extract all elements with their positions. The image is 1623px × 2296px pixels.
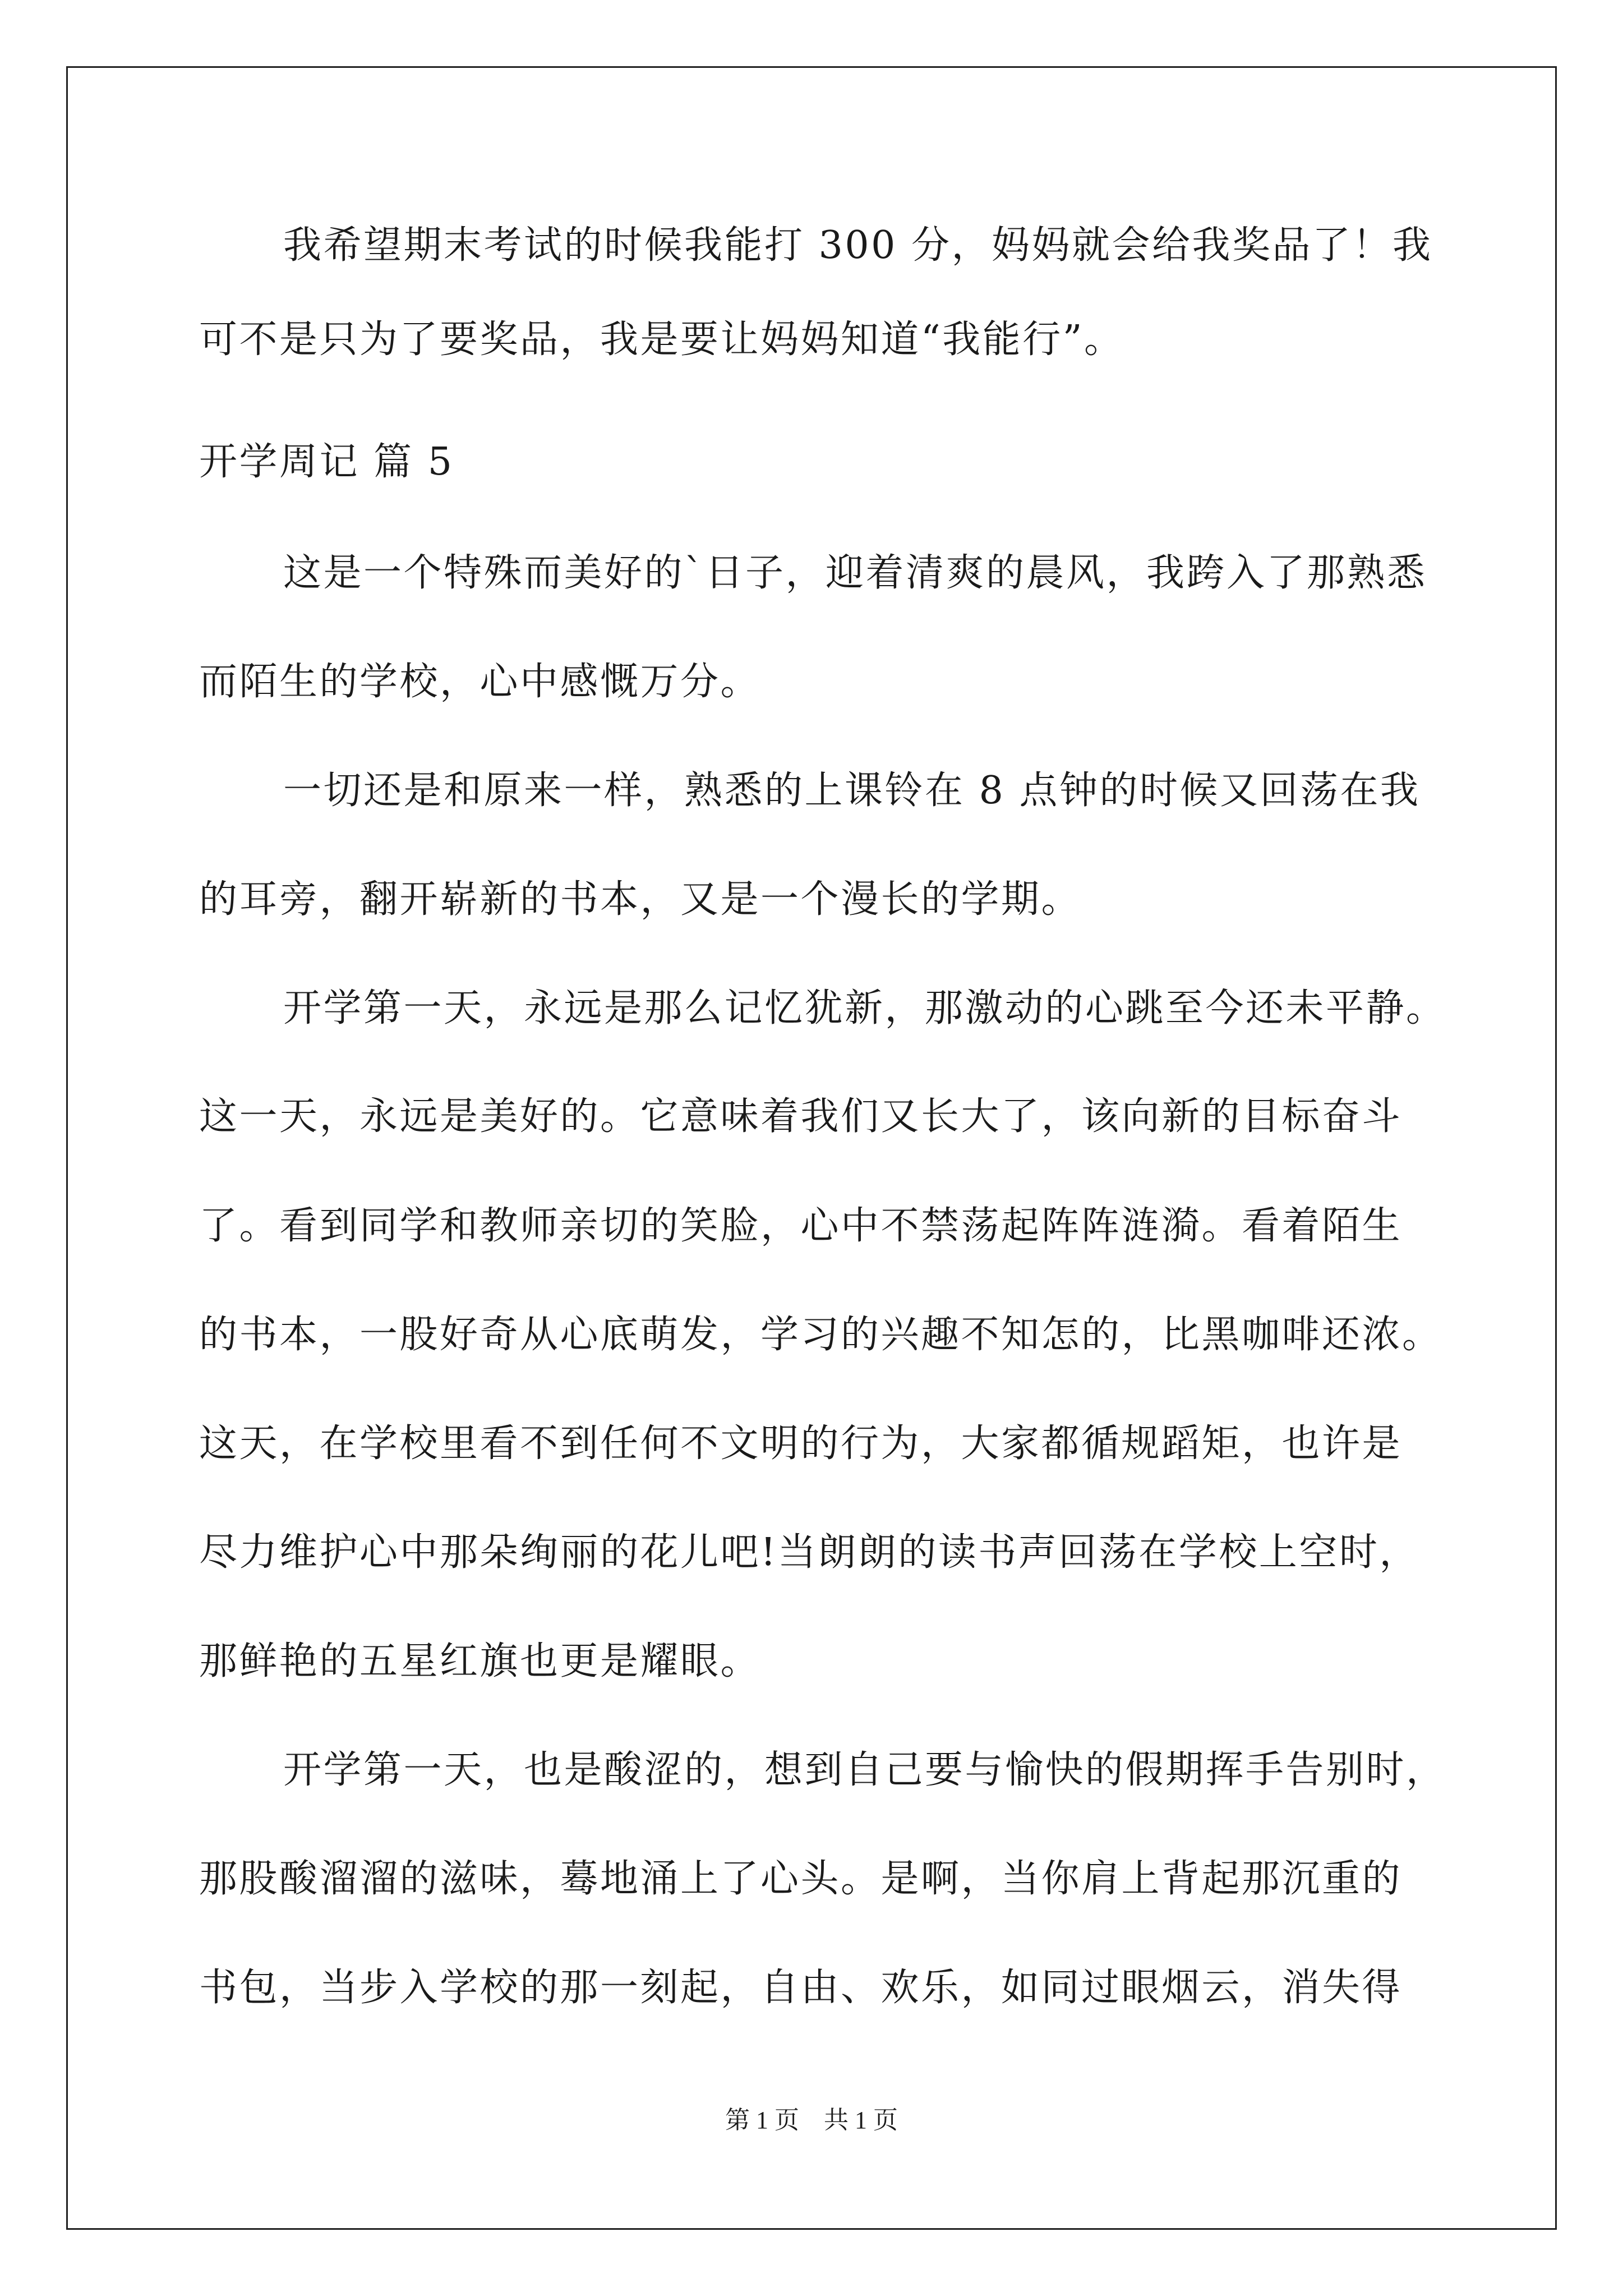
page-border bbox=[66, 66, 1557, 2230]
paragraph-line: 这天，在学校里看不到任何不文明的行为，大家都循规蹈矩，也许是 bbox=[199, 1421, 1403, 1466]
paragraph-line: 开学第一天，永远是那么记忆犹新，那激动的心跳至今还未平静。 bbox=[283, 986, 1446, 1030]
paragraph-line: 那鲜艳的五星红旗也更是耀眼。 bbox=[199, 1639, 761, 1683]
paragraph-line: 了。看到同学和教师亲切的笑脸，心中不禁荡起阵阵涟漪。看着陌生 bbox=[199, 1204, 1403, 1248]
paragraph-line: 书包，当步入学校的那一刻起，自由、欢乐，如同过眼烟云，消失得 bbox=[199, 1966, 1403, 2010]
paragraph-line: 那股酸溜溜的滋味，蓦地涌上了心头。是啊，当你肩上背起那沉重的 bbox=[199, 1857, 1403, 1901]
paragraph-line: 一切还是和原来一样，熟悉的上课铃在 8 点钟的时候又回荡在我 bbox=[283, 769, 1421, 813]
paragraph-line: 这是一个特殊而美好的`日子，迎着清爽的晨风，我跨入了那熟悉 bbox=[283, 551, 1427, 595]
paragraph-line: 的书本，一股好奇从心底萌发，学习的兴趣不知怎的，比黑咖啡还浓。 bbox=[199, 1313, 1442, 1357]
paragraph-line: 而陌生的学校，心中感慨万分。 bbox=[199, 660, 761, 704]
paragraph-line: 尽力维护心中那朵绚丽的花儿吧!当朗朗的读书声回荡在学校上空时， bbox=[199, 1530, 1419, 1575]
paragraph-line: 开学第一天，也是酸涩的，想到自己要与愉快的假期挥手告别时， bbox=[283, 1748, 1446, 1792]
paragraph-line: 的耳旁，翻开崭新的书本，又是一个漫长的学期。 bbox=[199, 877, 1082, 922]
paragraph-line: 可不是只为了要奖品，我是要让妈妈知道“我能行”。 bbox=[199, 318, 1124, 362]
page-number-footer: 第 1 页 共 1 页 bbox=[725, 2106, 898, 2134]
paragraph-line: 我希望期末考试的时候我能打 300 分，妈妈就会给我奖品了！我 bbox=[283, 223, 1433, 268]
paragraph-line: 这一天，永远是美好的。它意味着我们又长大了，该向新的目标奋斗 bbox=[199, 1094, 1403, 1139]
section-heading: 开学周记 篇 5 bbox=[199, 440, 454, 484]
